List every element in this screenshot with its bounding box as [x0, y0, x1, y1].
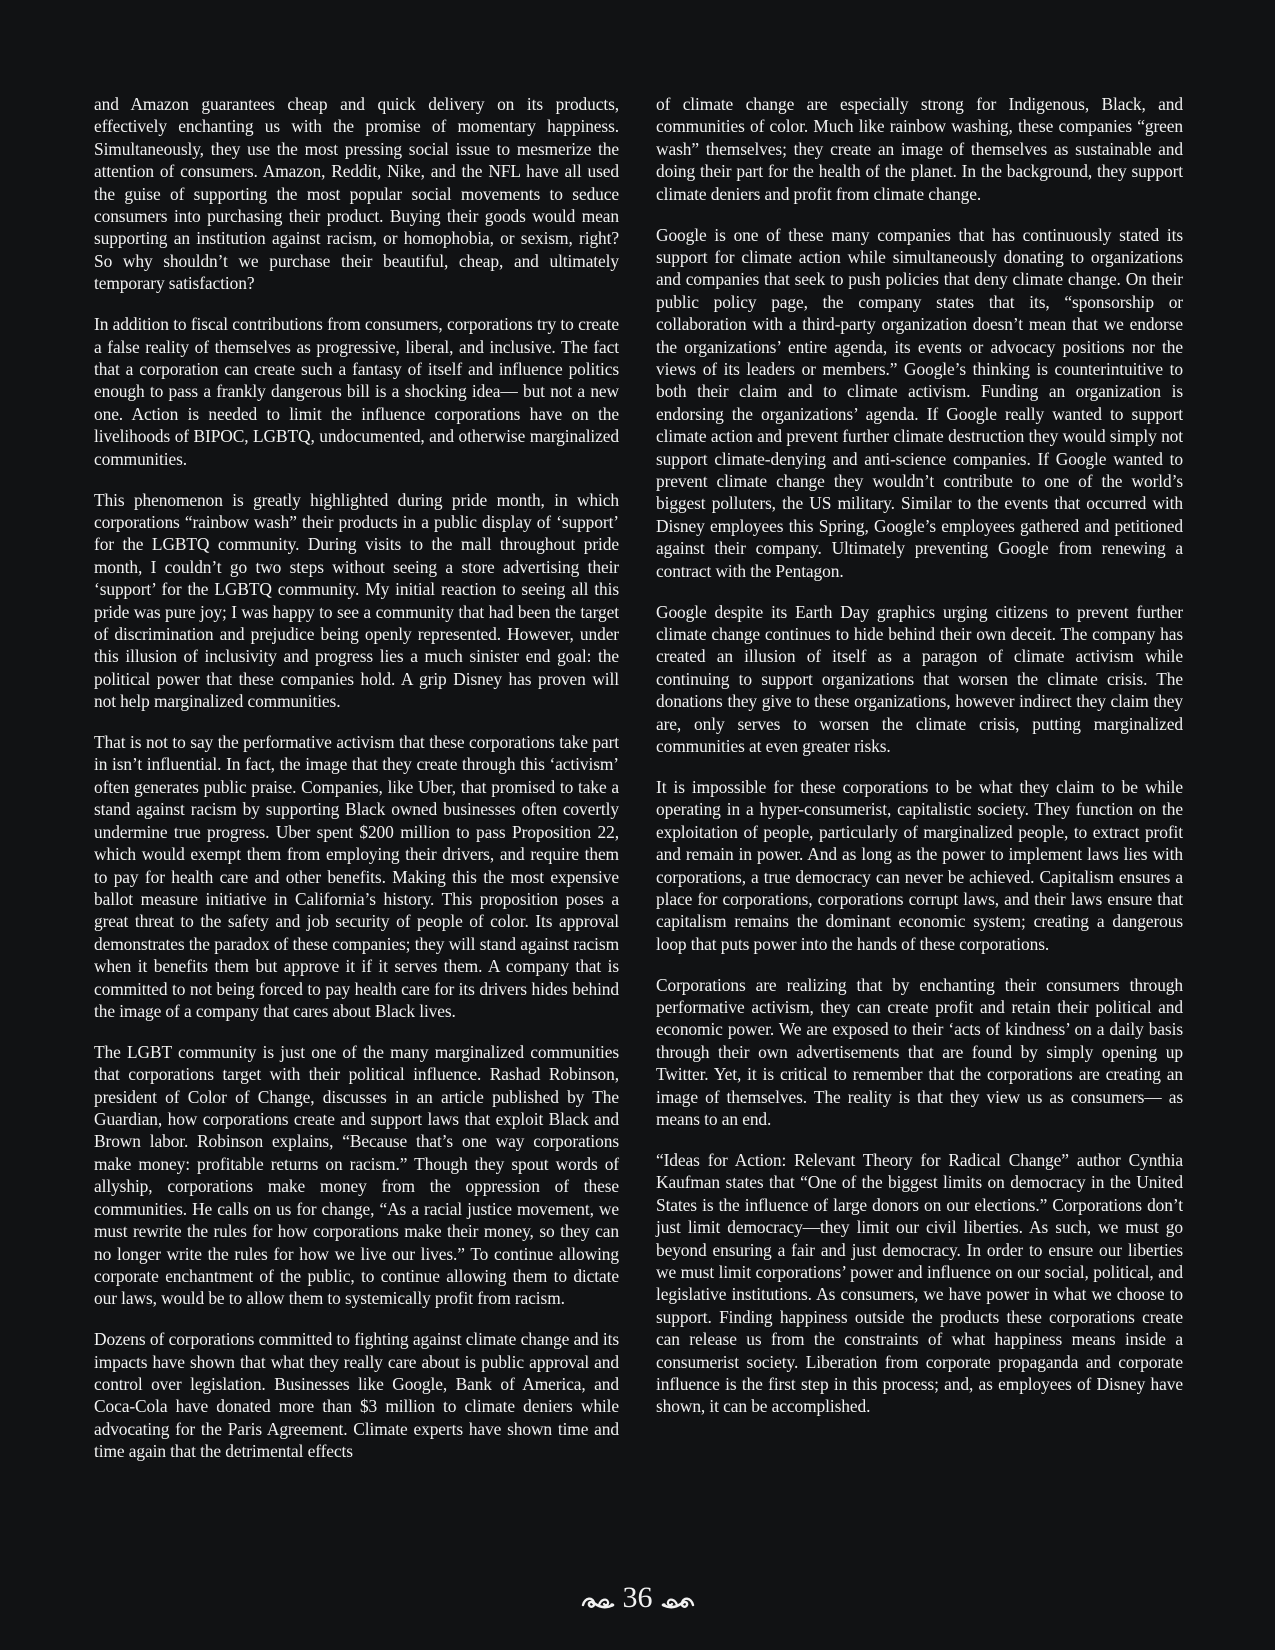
paragraph: of climate change are especially strong for Indigenous, Black, and communities of color. Much like rainbow washing, these companies “green wash” themselves; they create an image of themselves as sustainable and doing their part for the health of the planet. In the background, they support climate deniers and profit from climate change. — [656, 94, 1183, 204]
page-footer — [0, 1580, 1275, 1614]
paragraph: and Amazon guarantees cheap and quick delivery on its products, effectively enchanting us with the promise of momentary happiness. Simultaneously, they use the most pressing social issue to mesmerize the attention of consumers. Amazon, Reddit, Nike, and the NFL have all used the guise of supporting the most popular social movements to seduce consumers into purchasing their product. Buying their goods would mean supporting an institution against racism, or homophobia, or sexism, right? So why shouldn’t we purchase their beautiful, cheap, and ultimately temporary satisfaction? — [94, 94, 619, 294]
paragraph: “Ideas for Action: Relevant Theory for Radical Change” author Cynthia Kaufman states that “One of the biggest limits on democracy in the United States is the influence of large donors on our elections.” Corporations don’t just limit democracy—they limit our civil liberties. As such, we must go beyond ensuring a fair and just democracy. In order to ensure our liberties we must limit corporations’ power and influence on our social, political, and legislative institutions. As consumers, we have power in what we choose to support. Finding happiness outside the products these corporations create can release us from the constraints of what happiness means inside a consumerist society. Liberation from corporate propaganda and corporate influence is the first step in this process; and, as employees of Disney have shown, it can be accomplished. — [656, 1149, 1183, 1417]
paragraph: It is impossible for these corporations to be what they claim to be while operating in a hyper-consumerist, capitalistic society. They function on the exploitation of people, particularly of marginalized people, to extract profit and remain in power. And as long as the power to implement laws lies with corporations, a true democracy can never be achieved. Capitalism ensures a place for corporations, corporations corrupt laws, and their laws ensure that capitalism remains the dominant economic system; creating a dangerous loop that puts power into the hands of these corporations. — [656, 776, 1183, 954]
paragraph: Google despite its Earth Day graphics urging citizens to prevent further climate change continues to hide behind their own deceit. The company has created an illusion of itself as a paragon of climate activism while continuing to support organizations that worsen the climate crisis. The donations they give to these organizations, however indirect they claim they are, only serves to worsen the climate crisis, putting marginalized communities at even greater risks. — [656, 601, 1183, 756]
paragraph: The LGBT community is just one of the many marginalized communities that corporations target with their political influence. Rashad Robinson, president of Color of Change, discusses in an article published by The Guardian, how corporations create and support laws that exploit Black and Brown labor. Robinson explains, “Because that’s one way corporations make money: profitable returns on racism.” Though they spout words of allyship, corporations make money from the oppression of these communities. He calls on us for change, “As a racial justice movement, we must rewrite the rules for how corporations make their money, so they can no longer write the rules for how we live our lives.” To continue allowing corporate enchantment of the public, to continue allowing them to dictate our laws, would be to allow them to systemically profit from racism. — [94, 1041, 619, 1309]
paragraph: Dozens of corporations committed to fighting against climate change and its impacts have shown that what they really care about is public approval and control over legislation. Businesses like Google, Bank of America, and Coca-Cola have donated more than $3 million to climate deniers while advocating for the Paris Agreement. Climate experts have shown time and time again that the detrimental effects — [94, 1329, 619, 1462]
page-number: 36 — [622, 1581, 653, 1615]
paragraph: In addition to fiscal contributions from consumers, corporations try to create a false reality of themselves as progressive, liberal, and inclusive. The fact that a corporation can create such a fantasy of itself and influence politics enough to pass a frankly dangerous bill is a shocking idea— but not a new one. Action is needed to limit the influence corporations have on the livelihoods of BIPOC, LGBTQ, undocumented, and otherwise marginalized communities. — [94, 314, 619, 469]
fleuron-left-icon — [581, 1588, 615, 1608]
fleuron-right-icon — [661, 1588, 695, 1608]
paragraph: This phenomenon is greatly highlighted during pride month, in which corporations “rainbow wash” their products in a public display of ‘support’ for the LGBTQ community. During visits to the mall throughout pride month, I couldn’t go two steps without seeing a store advertising their ‘support’ for the LGBTQ community. My initial reaction to seeing all this pride was pure joy; I was happy to see a community that had been the target of discrimination and prejudice being openly represented. However, under this illusion of inclusivity and progress lies a much sinister end goal: the political power that these companies hold. A grip Disney has proven will not help marginalized communities. — [94, 489, 619, 712]
right-column — [656, 93, 1183, 1436]
paragraph: Corporations are realizing that by enchanting their consumers through performative activism, they can create profit and retain their political and economic power. We are exposed to their ‘acts of kindness’ on a daily basis through their own advertisements that are found by simply opening up Twitter. Yet, it is critical to remember that the corporations are creating an image of themselves. The reality is that they view us as consumers— as means to an end. — [656, 974, 1183, 1130]
left-column — [94, 93, 619, 1481]
paragraph: Google is one of these many companies that has continuously stated its support for climate action while simultaneously donating to organizations and companies that seek to push policies that deny climate change. On their public policy page, the company states that its, “sponsorship or collaboration with a third-party organization doesn’t mean that we endorse the organizations’ entire agenda, its events or advocacy positions nor the views of its leaders or members.” Google’s thinking is counterintuitive to both their claim and to climate activism. Funding an organization is endorsing the organizations’ agenda. If Google really wanted to support climate action and prevent further climate destruction they would simply not support climate-denying and anti-science companies. If Google wanted to prevent climate change they wouldn’t contribute to one of the world’s biggest polluters, the US military. Similar to the events that occurred with Disney employees this Spring, Google’s employees gathered and petitioned against their company. Ultimately preventing Google from renewing a contract with the Pentagon. — [656, 224, 1183, 581]
paragraph: That is not to say the performative activism that these corporations take part in isn’t influential. In fact, the image that they create through this ‘activism’ often generates public praise. Companies, like Uber, that promised to take a stand against racism by supporting Black owned businesses often covertly undermine true progress. Uber spent $200 million to pass Proposition 22, which would exempt them from employing their drivers, and require them to pay for health care and other benefits. Making this the most expensive ballot measure initiative in California’s history. This proposition poses a great threat to the safety and job security of people of color. Its approval demonstrates the paradox of these companies; they will stand against racism when it benefits them but approve it if it serves them. A company that is committed to not being forced to pay health care for its drivers hides behind the image of a company that cares about Black lives. — [94, 732, 619, 1021]
